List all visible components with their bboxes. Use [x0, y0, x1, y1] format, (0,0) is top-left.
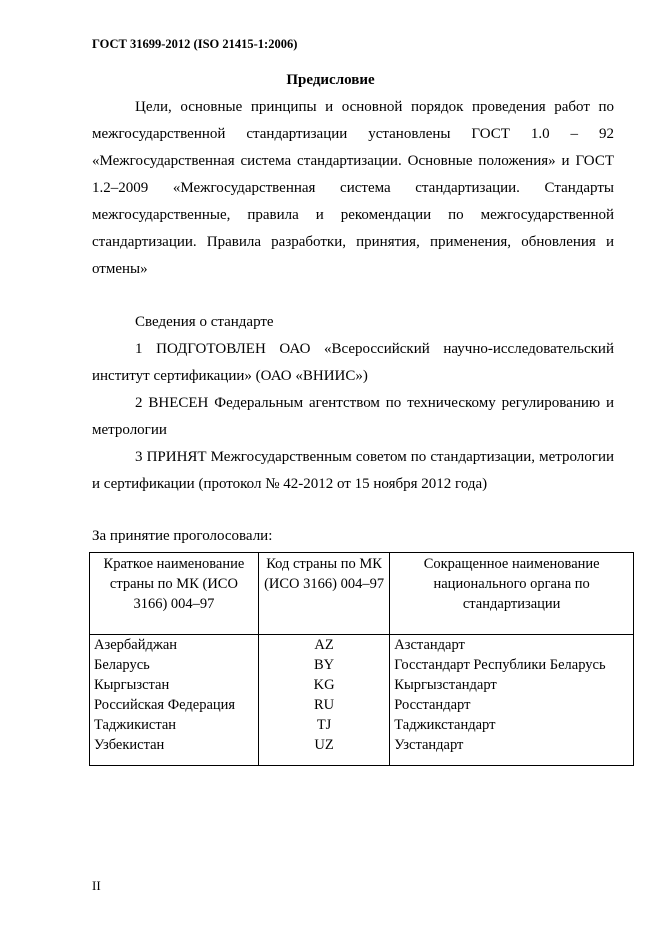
country-code: RU	[258, 695, 389, 715]
country-code: KG	[258, 675, 389, 695]
intro-paragraph: Цели, основные принципы и основной порядок проведения работ по межгосударственной стандартизации установлены ГОСТ 1.0 – 92 «Межгосударственная система стандартизации. Основные положения» и ГОСТ 1.2–2009 «Межгосударственная система стандартизации. Стандарты межгосударственные, правила и рекомендации по межгосударственной стандартизации. Правила разработки, принятия, применения, обновления и отмены»	[92, 99, 614, 277]
country-name: Азербайджан	[90, 635, 259, 656]
document-body	[92, 94, 614, 550]
page-number: II	[92, 878, 101, 893]
table-row	[90, 735, 634, 766]
country-code: TJ	[258, 715, 389, 735]
item-adopted: 3 ПРИНЯТ Межгосударственным советом по стандартизации, метрологии и сертификации (протокол № 42-2012 от 15 ноября 2012 года)	[92, 449, 614, 492]
country-name: Таджикистан	[90, 715, 259, 735]
info-heading: Сведения о стандарте	[135, 314, 274, 330]
country-code: AZ	[258, 635, 389, 656]
country-name: Российская Федерация	[90, 695, 259, 715]
header-standards-body: Сокращенное наименование национального органа по стандартизации	[390, 553, 634, 635]
country-name: Беларусь	[90, 655, 259, 675]
table-row	[90, 715, 634, 735]
document-header: ГОСТ 31699-2012 (ISO 21415-1:2006)	[92, 37, 298, 51]
standards-body: Таджикстандарт	[390, 715, 634, 735]
standards-body: Азстандарт	[390, 635, 634, 656]
table-row	[90, 655, 634, 675]
voting-table	[89, 552, 634, 766]
country-code: BY	[258, 655, 389, 675]
section-title: Предисловие	[286, 72, 375, 88]
standards-body: Госстандарт Республики Беларусь	[390, 655, 634, 675]
table-row	[90, 675, 634, 695]
country-name: Кыргызстан	[90, 675, 259, 695]
country-name: Узбекистан	[90, 735, 259, 766]
standards-body: Росстандарт	[390, 695, 634, 715]
item-prepared: 1 ПОДГОТОВЛЕН ОАО «Всероссийский научно-исследовательский институт сертификации» (ОАО «ВНИИС»)	[92, 341, 614, 384]
standards-body: Узстандарт	[390, 735, 634, 766]
header-country-name: Краткое наименование страны по МК (ИСО 3166) 004–97	[90, 553, 259, 635]
country-code: UZ	[258, 735, 389, 766]
table-row	[90, 695, 634, 715]
standards-body: Кыргызстандарт	[390, 675, 634, 695]
table-row	[90, 635, 634, 656]
item-introduced: 2 ВНЕСЕН Федеральным агентством по техническому регулированию и метрологии	[92, 395, 614, 438]
header-country-code: Код страны по МК (ИСО 3166) 004–97	[258, 553, 389, 635]
vote-heading: За принятие проголосовали:	[92, 528, 273, 544]
table-header-row	[90, 553, 634, 635]
